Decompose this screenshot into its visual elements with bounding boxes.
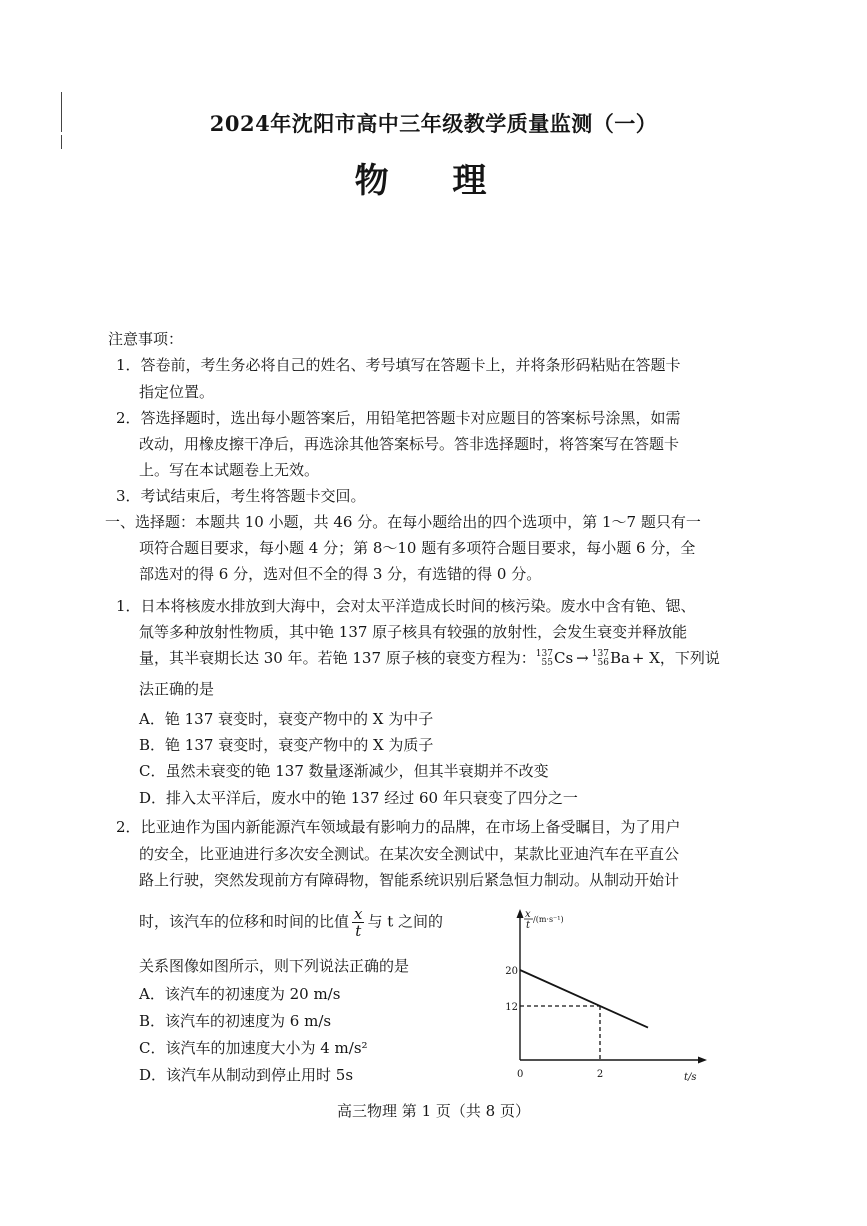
notes-heading: 注意事项： [108,330,184,348]
ba-nuclide-numbers [592,650,609,668]
exam-title: 2024年沈阳市高中三年级教学质量监测（一） [209,111,658,136]
section-instruction-line: 项符合题目要求，每小题 4 分；第 8～10 题有多项符合题目要求，每小题 6 分，全 [139,539,696,557]
option-b: B．该汽车的初速度为 6 m/s [139,1012,332,1030]
y-tick-label-20: 20 [505,966,518,977]
reaction-arrow: → [576,649,589,667]
option-a: A．该汽车的初速度为 20 m/s [139,985,341,1003]
y-axis-label-unit: /(m·s⁻¹) [533,915,564,924]
fraction-numerator: x [354,905,363,923]
note-line: 2．答选择题时，选出每小题答案后，用铅笔把答题卡对应题目的答案标号涂黑，如需 [116,409,681,427]
note-line: 指定位置。 [139,383,215,401]
option-a: A．铯 137 衰变时，衰变产物中的 X 为中子 [139,710,434,728]
question-1-line: 1．日本将核废水排放到大海中，会对太平洋造成长时间的核污染。废水中含有铯、锶、 [116,597,696,615]
origin-tick-label: 0 [517,1069,524,1080]
y-axis-label-denominator: t [526,920,531,931]
cs-atomic-number: 55 [541,658,553,668]
note-line: 3．考试结束后，考生将答题卡交回。 [116,487,366,505]
question-2-line: 的安全，比亚迪进行多次安全测试。在某次安全测试中，某款比亚迪汽车在平直公 [139,845,680,863]
equation-outro: + X，下列说 [631,649,720,667]
x-over-t-vs-t-graph [490,905,715,1090]
question-2-fraction-line [139,906,443,939]
note-line: 上。写在本试题卷上无效。 [139,461,320,479]
section-instruction-line: 部选对的得 6 分，选对但不全的得 3 分，有选错的得 0 分。 [139,565,542,583]
option-c: C．该汽车的加速度大小为 4 m/s² [139,1039,368,1057]
question-2-line: 2．比亚迪作为国内新能源汽车领域最有影响力的品牌，在市场上备受瞩目，为了用户 [116,818,681,836]
fraction-intro: 时，该汽车的位移和时间的比值 [139,912,350,931]
option-b: B．铯 137 衰变时，衰变产物中的 X 为质子 [139,736,434,754]
question-2-line: 路上行驶，突然发现前方有障碍物，智能系统识别后紧急恒力制动。从制动开始计 [139,871,680,889]
page-footer: 高三物理 第 1 页（共 8 页） [337,1102,530,1120]
subject-title: 物 理 [354,161,513,201]
cs-nuclide-numbers [536,650,553,668]
option-d: D．该汽车从制动到停止用时 5s [139,1066,354,1084]
ba-mass-number: 137 [591,649,609,659]
fraction-outro: 与 t 之间的 [367,912,444,931]
ba-symbol: Ba [609,649,630,667]
y-axis-label-numerator: x [525,909,531,920]
note-line: 1．答卷前，考生务必将自己的姓名、考号填写在答题卡上，并将条形码粘贴在答题卡 [116,356,681,374]
question-1-line: 法正确的是 [139,680,215,698]
x-tick-label-2: 2 [596,1069,604,1080]
equation-intro: 量，其半衰期长达 30 年。若铯 137 原子核的衰变方程为： [139,649,536,667]
x-axis-label: t/s [684,1072,697,1083]
cs-mass-number: 137 [535,649,553,659]
cs-symbol: Cs [553,649,574,667]
x-over-t-fraction [352,906,364,939]
x-axis-arrow-icon [698,1057,707,1064]
question-1-line: 氚等多种放射性物质，其中铯 137 原子核具有较强的放射性，会发生衰变并释放能 [139,623,688,641]
fraction-denominator: t [355,922,362,940]
question-1-equation-line [139,649,720,668]
question-2-line: 关系图像如图所示，则下列说法正确的是 [139,957,410,975]
series-line [520,970,648,1028]
y-tick-label-12: 12 [505,1002,518,1013]
option-c: C．虽然未衰变的铯 137 数量逐渐减少，但其半衰期并不改变 [139,762,549,780]
note-line: 改动，用橡皮擦干净后，再选涂其他答案标号。答非选择题时，将答案写在答题卡 [139,435,680,453]
ba-atomic-number: 56 [597,658,609,668]
option-d: D．排入太平洋后，废水中的铯 137 经过 60 年只衰变了四分之一 [139,789,578,807]
y-axis-arrow-icon [517,909,524,918]
section-instruction-line: 一、选择题：本题共 10 小题，共 46 分。在每小题给出的四个选项中，第 1～7 题只有一 [105,513,701,531]
